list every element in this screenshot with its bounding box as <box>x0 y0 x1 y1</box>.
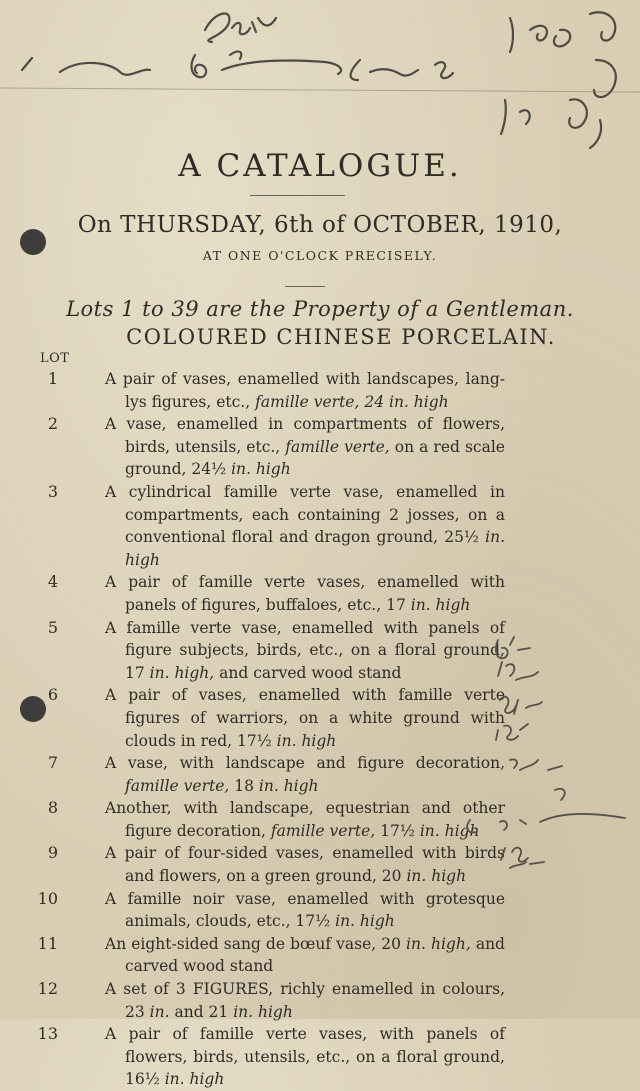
section-title: COLOURED CHINESE PORCELAIN. <box>126 325 556 349</box>
lot-entry <box>0 933 640 978</box>
lot-number: 1 <box>47 369 58 388</box>
lot-text: An eight-sided sang de bœuf vase, 20 <box>105 934 407 953</box>
lot-text: 17½ <box>375 821 420 840</box>
lot-text: A pair of famille verte vases, enamelled with panels of figures, buffaloes, etc., 17 <box>105 573 505 614</box>
sale-date: On THURSDAY, 6th of OCTOBER, 1910, <box>77 212 563 238</box>
lot-entry <box>0 413 640 481</box>
lot-dimension-text: in. high <box>258 776 319 795</box>
lot-text: A vase, enamelled in compartments of flowers, birds, utensils, etc., <box>105 415 505 456</box>
lot-dimension-text: famille verte, <box>285 437 390 456</box>
lot-number: 13 <box>37 1024 58 1044</box>
lot-text: and carved wood stand <box>214 663 402 682</box>
lot-text: A pair of four-sided vases, enamelled with birds and flowers, on a green ground, 20 <box>105 844 505 886</box>
lot-list <box>0 368 640 1091</box>
lot-description <box>105 1023 505 1091</box>
lot-description <box>105 368 505 413</box>
lot-entry <box>0 617 640 685</box>
lot-text: A pair of famille verte vases, with panels of flowers, birds, utensils, etc., on a floral ground, 16½ <box>105 1025 505 1089</box>
lot-column-header: LOT <box>40 351 70 366</box>
lot-description <box>105 978 505 1023</box>
lot-description <box>105 571 505 616</box>
lot-entry <box>0 842 640 887</box>
lot-entry <box>0 571 640 616</box>
lot-dimension-text: in. high, <box>406 934 471 953</box>
lot-text: Another, with landscape, equestrian and other figure decoration, <box>105 799 505 840</box>
lot-text: A set of 3 FIGURES, richly enamelled in colours, 23 <box>105 980 505 1021</box>
lot-dimension-text: famille verte, <box>125 776 230 795</box>
lot-description <box>105 933 505 978</box>
divider-rule <box>285 286 325 287</box>
lot-dimension-text: in. high <box>125 528 505 569</box>
lot-text: A famille noir vase, enamelled with grotesque animals, clouds, etc., 17½ <box>105 889 505 931</box>
lot-text: A pair of vases, enamelled with famille verte figures of warriors, on a white ground with clouds in red, 17½ <box>105 686 505 750</box>
lot-description <box>105 684 505 752</box>
lot-entry <box>0 797 640 842</box>
property-statement: Lots 1 to 39 are the Property of a Gentleman. <box>66 297 574 321</box>
lot-number: 10 <box>37 888 58 908</box>
lot-number: 12 <box>37 979 58 999</box>
lot-dimension-text: in. high <box>410 595 471 614</box>
lot-dimension-text: in. high <box>233 1002 293 1021</box>
lot-dimension-text: in. high, <box>149 663 215 682</box>
lot-entry <box>0 684 640 752</box>
title-rule <box>250 195 345 196</box>
lot-number: 6 <box>47 685 58 705</box>
lot-description <box>105 842 505 887</box>
lot-entry <box>0 978 640 1023</box>
lot-description <box>105 617 505 685</box>
lot-text: A vase, with landscape and figure decoration, <box>105 754 505 773</box>
lot-entry <box>0 368 640 413</box>
lot-entry <box>0 1023 640 1091</box>
lot-description <box>105 413 505 481</box>
lot-number: 2 <box>47 414 58 434</box>
lot-dimension-text: in. high <box>276 731 337 750</box>
lot-description <box>105 888 505 933</box>
lot-dimension-text: famille verte, 24 in. high <box>255 392 449 411</box>
sale-time: AT ONE O'CLOCK PRECISELY. <box>202 248 438 263</box>
lot-text: 18 <box>229 776 259 795</box>
lot-number: 5 <box>47 617 58 637</box>
lot-description <box>105 481 505 571</box>
lot-dimension-text: in. high <box>335 912 395 931</box>
lot-text: A pair of vases, enamelled with landscapes, lang-lys figures, etc., <box>105 370 505 411</box>
lot-dimension-text: in. high <box>231 460 291 479</box>
lot-text: and 21 <box>169 1002 234 1021</box>
lot-dimension-text: in. high <box>406 867 467 886</box>
lot-text: A cylindrical famille verte vase, enamelled in compartments, each containing 2 josses, on a conventional floral and dragon ground, 25½ <box>105 482 505 547</box>
lot-number: 9 <box>47 843 58 863</box>
lot-dimension-text: in. high <box>419 821 480 840</box>
lot-dimension-text: in. high <box>164 1070 225 1089</box>
lot-number: 8 <box>47 798 58 818</box>
lot-entry <box>0 481 640 571</box>
lot-number: 7 <box>47 753 58 773</box>
lot-text: A famille verte vase, enamelled with panels of figure subjects, birds, etc., on a floral ground, 17 <box>105 618 505 682</box>
lot-number: 4 <box>47 572 58 592</box>
lot-text: and carved wood stand <box>125 934 505 976</box>
lot-description <box>105 797 505 842</box>
lot-dimension-text: famille verte, <box>270 821 376 840</box>
lot-description <box>105 752 505 797</box>
handwritten-annotation-header <box>0 0 640 150</box>
lot-number: 11 <box>37 933 58 953</box>
lot-number: 3 <box>47 481 58 501</box>
lot-dimension-text: in. <box>149 1002 170 1021</box>
lot-entry <box>0 752 640 797</box>
catalogue-title: A CATALOGUE. <box>178 148 462 184</box>
lot-entry <box>0 888 640 933</box>
lot-text: on a red scale ground, 24½ <box>125 437 505 479</box>
